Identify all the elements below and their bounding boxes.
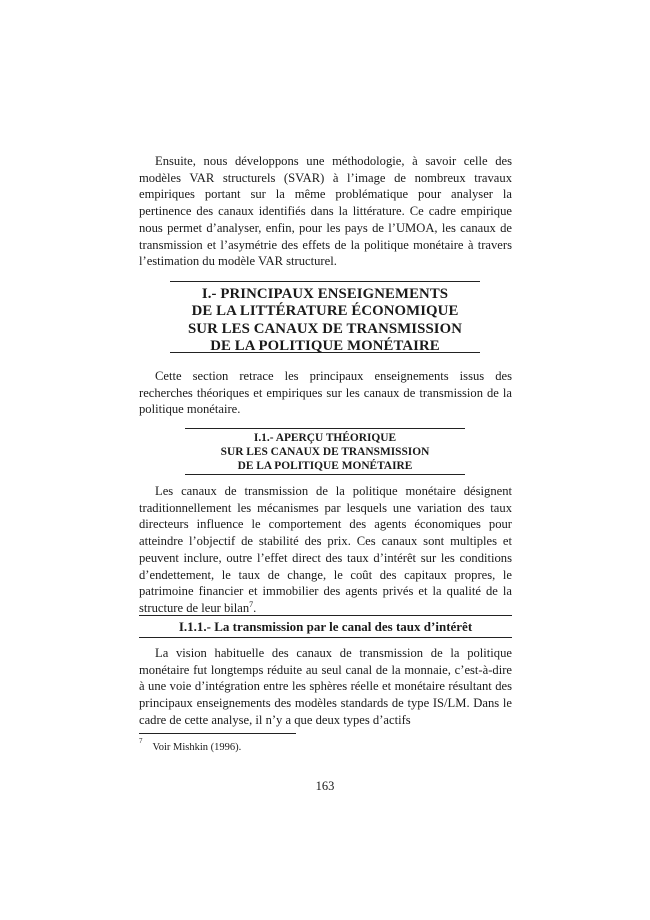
section-heading-line-1: I.- PRINCIPAUX ENSEIGNEMENTS [201, 286, 449, 302]
footnote-separator [139, 733, 296, 734]
section-intro-paragraph: Cette section retrace les principaux enseignements issus des recherches théoriques et empiriques sur les canaux de transmission de la politique monétaire. [139, 369, 512, 417]
subsubsection-heading-bottom-rule [139, 637, 512, 638]
subsection-heading [185, 431, 465, 474]
footnote-reference: 7 [249, 599, 254, 609]
section-heading-line-4: DE LA POLITIQUE MONÉTAIRE [210, 338, 440, 355]
section-heading-top-rule [170, 281, 480, 282]
footnote-text: Voir Mishkin (1996). [152, 741, 242, 753]
subsection-heading-line-2: SUR LES CANAUX DE TRANSMISSION [220, 446, 430, 459]
subsection-heading-top-rule [185, 428, 465, 429]
channels-paragraph-end: . [253, 600, 257, 615]
section-heading-bottom-rule [170, 352, 480, 353]
section-heading-line-3: SUR LES CANAUX DE TRANSMISSION [187, 320, 463, 337]
interest-rate-paragraph: La vision habituelle des canaux de transmission de la politique monétaire fut longtemps réduite au seul canal de la monnaie, c’est-à-dire à une voie d’intégration entre les sphères réelle et monétaire résultant des principaux enseignements des modèles standards de type IS/LM. Dans le cadre de cette analyse, il n’y a que deux types d’actifs [139, 646, 512, 727]
footnote-number: 7 [139, 737, 143, 745]
intro-paragraph: Ensuite, nous développons une méthodologie, à savoir celle des modèles VAR structurels (SVAR) à l’image de nombreux travaux empiriques portant sur la même problématique pour analyser la pertinence des canaux identifiés dans la littérature. Ce cadre empirique nous permet d’analyser, enfin, pour les pays de l’UMOA, les canaux de transmission et l’asymétrie des effets de la politique monétaire à travers l’estimation du modèle VAR structurel. [139, 154, 512, 269]
subsection-heading-line-3: DE LA POLITIQUE MONÉTAIRE [237, 460, 413, 473]
section-heading-line-2: DE LA LITTÉRATURE ÉCONOMIQUE [191, 303, 459, 320]
subsection-heading-bottom-rule [185, 474, 465, 475]
footnote [139, 736, 241, 755]
subsection-heading-line-1: I.1.- APERÇU THÉORIQUE [253, 432, 397, 444]
subsubsection-heading-top-rule [139, 615, 512, 616]
subsubsection-heading: I.1.1.- La transmission par le canal des taux d’intérêt [178, 619, 473, 634]
page-number: 163 [315, 779, 335, 793]
channels-paragraph-text: Les canaux de transmission de la politique monétaire désignent traditionnellement les mécanismes par lesquels une variation des taux directeurs influence le comportement des agents économiques pour atteindre l’objectif de stabilité des prix. Ces canaux sont multiples et peuvent inclure, outre l’effet direct des taux d’intérêt sur les conditions d’endettement, le taux de change, le coût des capitaux propres, le patrimoine financier et immobilier des agents privés et la qualité de la structure de leur bilan [139, 484, 512, 615]
section-heading [170, 286, 480, 356]
channels-paragraph [139, 483, 512, 617]
